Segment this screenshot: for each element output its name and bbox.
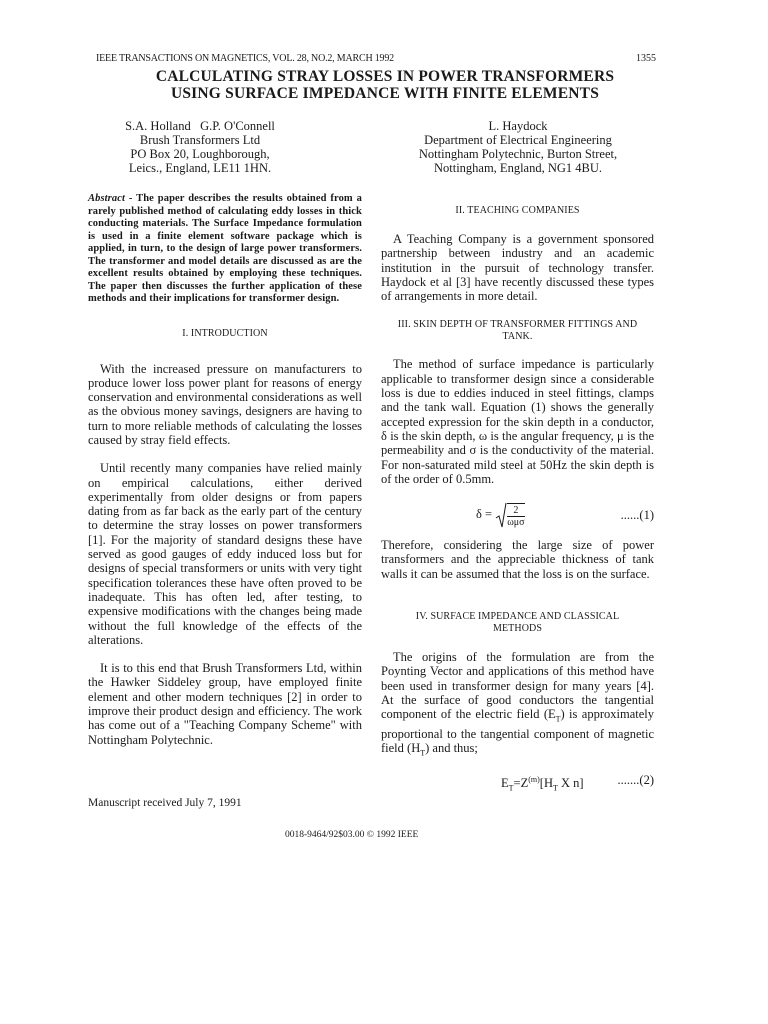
abstract <box>88 193 362 306</box>
equation-2 <box>381 771 654 795</box>
author-affil-1: Brush Transformers Ltd <box>139 133 261 147</box>
subscript: T <box>555 714 561 724</box>
section-heading-surface-impedance: IV. SURFACE IMPEDANCE AND CLASSICAL METHODS <box>415 611 620 635</box>
authors-right <box>388 119 648 175</box>
text-run: ) and thus; <box>425 741 478 756</box>
paragraph: With the increased pressure on manufacturers to produce lower loss power plant for reasons of energy conservation and environmental considerations as well as the obvious money savings, designers are having to turn to more reliable methods of calculating the losses caused by stray field effects. <box>88 361 362 447</box>
left-column <box>88 193 362 747</box>
abstract-text: - The paper describes the results obtained from a rarely published method of calculating eddy losses in thick conducting materials. The Surface Impedance formulation is used in a finite element software package which is applied, in turn, to the design of large power transformers. The transformer and model details are discussed as are the excellent results obtained by employing these techniques. The paper then discusses the further application of these methods and their implications for transformer design. <box>88 193 362 304</box>
author-affil-3: Leics., England, LE11 1HN. <box>128 161 272 175</box>
paragraph: Therefore, considering the large size of power transformers and the appreciable thickness of tank walls it can be assumed that the loss is on the surface. <box>381 538 654 581</box>
symbol: [H <box>539 776 553 791</box>
symbol: =Z <box>513 776 529 791</box>
fraction-numerator: 2 <box>507 505 524 517</box>
section-heading-skin-depth: III. SKIN DEPTH OF TRANSFORMER FITTINGS AND TANK. <box>397 319 638 343</box>
paragraph: Until recently many companies have relied mainly on empirical calculations, either derived experimentally from older designs or from papers dating from as far back as the early part of the century to determine the stray losses on power transformers [1]. For the majority of standard designs these have served as good gauges of eddy induced loss but for designs of special transformers or units with very tight specification tolerances these have often proved to be inadequate. This has often led, after testing, to expensive modifications with the changes being made without the full knowledge of the effects of the alterations. <box>88 461 362 647</box>
text-run: ) is approximately proportional to the tangential component of magnetic field (H <box>381 707 654 756</box>
section-heading-introduction: I. INTRODUCTION <box>182 327 268 339</box>
journal-header: IEEE TRANSACTIONS ON MAGNETICS, VOL. 28, NO.2, MARCH 1992 <box>96 53 394 64</box>
authors-left <box>100 119 300 175</box>
author-names: L. Haydock <box>488 119 548 133</box>
symbol: X n] <box>557 776 584 791</box>
symbol: E <box>501 776 509 791</box>
sqrt-symbol <box>495 502 524 528</box>
section-heading-teaching-companies: II. TEACHING COMPANIES <box>455 205 580 216</box>
paragraph: It is to this end that Brush Transformers Ltd, within the Hawker Siddeley group, have employed finite element and other modern techniques [2] in order to improve their product design and efficiency. The work has come out of a "Teaching Company Scheme" with Nottingham Polytechnic. <box>88 661 362 747</box>
author-affil-2: Nottingham Polytechnic, Burton Street, <box>418 147 618 161</box>
superscript: (m) <box>528 775 540 785</box>
abstract-label: Abstract <box>88 193 125 204</box>
author-affil-1: Department of Electrical Engineering <box>424 133 612 147</box>
paragraph: The method of surface impedance is particularly applicable to transformer design since a considerable loss is due to eddies induced in steel fittings, clamps and the tank wall. Equation (1) shows the generally accepted expression for the skin depth in a conductor, δ is the skin depth, ω is the angular frequency, μ is the permeability and σ is the conductivity of the material. For non-saturated mild steel at 50Hz the skin depth is of the order of 0.5mm. <box>381 357 654 486</box>
paragraph: A Teaching Company is a government sponsored partnership between industry and an academic institution in the pursuit of technology transfer. Haydock et al [3] have recently discussed these types of arrangements in more detail. <box>381 232 654 304</box>
equation-1-number: ......(1) <box>620 508 654 523</box>
copyright-line: 0018-9464/92$03.00 © 1992 IEEE <box>285 830 419 840</box>
manuscript-note: Manuscript received July 7, 1991 <box>88 797 242 809</box>
equation-2-number: .......(2) <box>617 773 654 788</box>
radical-icon <box>495 502 507 528</box>
paper-title <box>100 68 670 102</box>
paragraph <box>381 650 654 761</box>
author-affil-2: PO Box 20, Loughborough, <box>130 147 270 161</box>
subscript: T <box>508 783 514 793</box>
equation-2-expression <box>501 773 584 796</box>
subscript: T <box>420 748 426 758</box>
right-column <box>381 205 654 799</box>
fraction-denominator: ωμσ <box>507 516 525 528</box>
text-run: The origins of the formulation are from the Poynting Vector and applications of this method have been used in transformer design for many years [4]. At the surface of good conductors the tangential component of the electric field (E <box>381 650 654 722</box>
title-line-2: USING SURFACE IMPEDANCE WITH FINITE ELEMENTS <box>170 85 600 102</box>
equation-1-lhs: δ = <box>476 507 493 522</box>
fraction <box>507 503 524 528</box>
equation-1 <box>381 498 654 528</box>
author-names: S.A. Holland G.P. O'Connell <box>125 119 275 133</box>
title-line-1: CALCULATING STRAY LOSSES IN POWER TRANSFORMERS <box>155 68 615 85</box>
author-affil-3: Nottingham, England, NG1 4BU. <box>433 161 603 175</box>
subscript: T <box>552 783 558 793</box>
equation-1-expression <box>476 502 525 528</box>
page-number: 1355 <box>636 53 656 64</box>
